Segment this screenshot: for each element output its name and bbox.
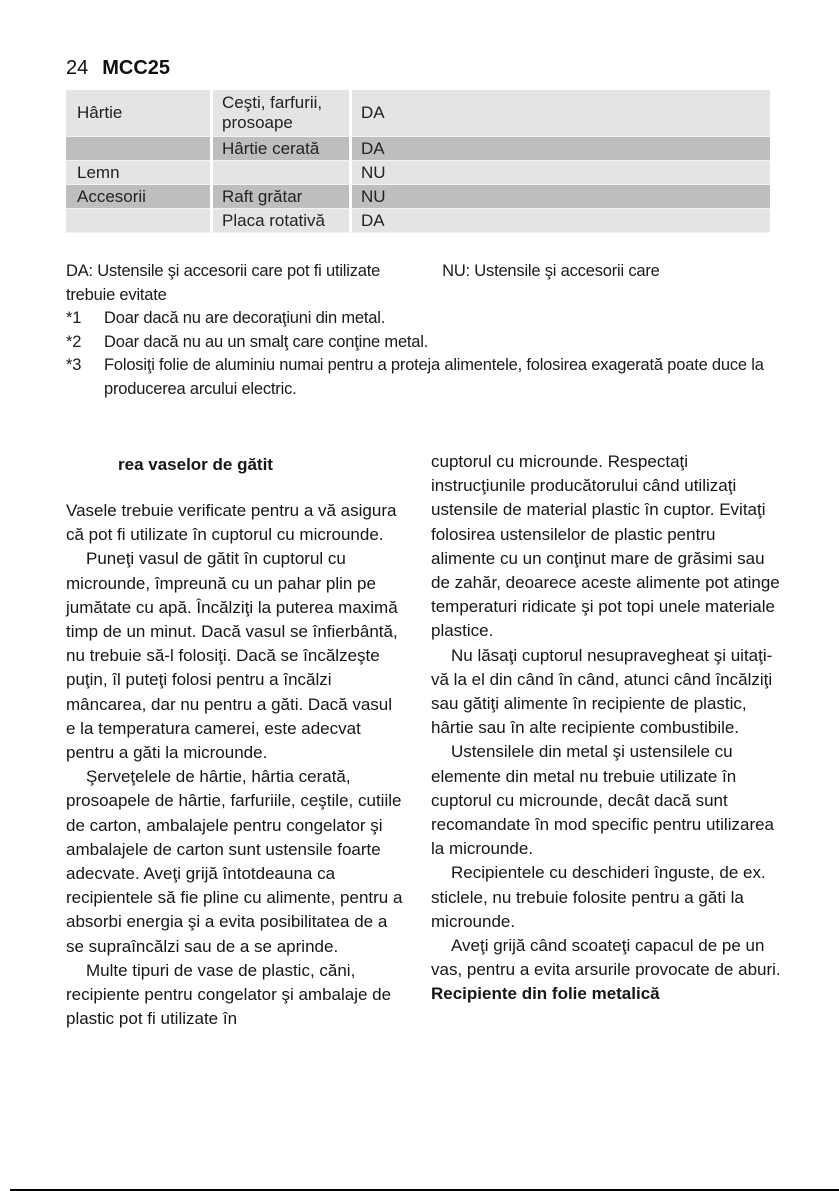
footnote (66, 354, 786, 401)
left-column (66, 450, 406, 1031)
legend-da: DA: Ustensile şi accesorii care pot fi utilizate (66, 262, 381, 280)
material-cell: Hârtie (66, 90, 213, 137)
right-column (431, 450, 781, 1007)
footnote (66, 331, 786, 355)
paragraph: Multe tipuri de vase de plastic, căni, recipiente pentru congelator şi ambalaje de plastic pot fi utilizate în (66, 960, 392, 1029)
footnote-text: Folosiţi folie de aluminiu numai pentru a proteja alimentele, folosirea exagerată poate duce la producerea arcului electric. (104, 356, 764, 398)
footnote-text: Doar dacă nu au un smalţ care conţine metal. (104, 332, 429, 351)
value-cell: DA (352, 90, 770, 137)
material-cell (66, 137, 213, 161)
sub-heading: Recipiente din folie metalică (431, 984, 660, 1004)
page-header (66, 56, 170, 80)
footnote-mark: *3 (66, 356, 82, 374)
model-name: MCC25 (102, 57, 171, 79)
paragraph: Recipientele cu deschideri înguste, de ex. sticlele, nu trebuie folosite pentru a găti la microunde. (431, 863, 766, 931)
compatibility-table (66, 90, 770, 233)
table-legend (66, 260, 786, 401)
paragraph: Aveţi grijă când scoateţi capacul de pe un vas, pentru a evita arsurile provocate de aburi. (431, 936, 781, 980)
table-row (66, 90, 770, 137)
footnote-mark: *1 (66, 309, 82, 327)
value-cell: DA (352, 137, 770, 161)
paragraph: cuptorul cu microunde. Respectaţi instrucţiunile producătorului când utilizaţi ustensile de material plastic în cuptor. Evitaţi folosirea ustensilelor de plastic pentru alimente cu un conţinut mare de grăsimi sau de zahăr, deoarece aceste alimente pot atinge temperaturi ridicate şi pot topi unele materiale plastice. (431, 452, 780, 641)
value-cell: NU (352, 161, 770, 185)
table-row (66, 209, 770, 233)
footnote-text: Doar dacă nu are decoraţiuni din metal. (104, 309, 386, 327)
material-cell: Lemn (66, 161, 213, 185)
item-cell: Raft grătar (213, 185, 352, 209)
paragraph: Vasele trebuie verificate pentru a vă asigura că pot fi utilizate în cuptorul cu microunde. (66, 501, 397, 545)
table-row (66, 185, 770, 209)
table-row (66, 137, 770, 161)
page-number: 24 (66, 57, 89, 79)
footnote-mark: *2 (66, 332, 82, 351)
paragraph: Nu lăsaţi cuptorul nesupravegheat şi uitaţi-vă la el din când în când, atunci când încălziţi sau gătiţi alimente în recipiente de plastic, hârtie sau în alte recipiente combustibile. (431, 645, 773, 738)
section-title: rea vaselor de gătit (118, 455, 273, 474)
material-cell: Accesorii (66, 185, 213, 209)
item-cell (213, 161, 352, 185)
material-cell (66, 209, 213, 233)
legend-nu: NU: Ustensile şi accesorii care (442, 262, 660, 280)
item-cell: Placa rotativă (213, 209, 352, 233)
paragraph: Puneţi vasul de gătit în cuptorul cu microunde, împreună cu un pahar plin pe jumătate cu apă. Încălziţi la puterea maximă timp de un minut. Dacă vasul se înfierbântă, nu trebuie să-l folosiţi. Dacă se încălzeşte puţin, îl puteţi folosi pentru a încălzi mâncarea, dar nu pentru a găti. Dacă vasul e la temperatura camerei, este adecvat pentru a găti la microunde. (66, 549, 398, 763)
footnotes-list (66, 307, 786, 401)
item-cell: Ceşti, farfurii, prosoape (213, 90, 352, 137)
table-row (66, 161, 770, 185)
value-cell: DA (352, 209, 770, 233)
value-cell: NU (352, 185, 770, 209)
item-cell: Hârtie cerată (213, 137, 352, 161)
legend-nu-continuation: trebuie evitate (66, 285, 167, 304)
paragraph: Şerveţelele de hârtie, hârtia cerată, prosoapele de hârtie, farfuriile, ceştile, cutiile de carton, ambalajele pentru congelator şi ambalajele de carton sunt ustensile foarte adecvate. Aveţi grijă întotdeauna ca recipientele să fie pline cu alimente, pentru a absorbi energia şi a evita posibilitatea de a se supraîncălzi sau de a se aprinde. (66, 767, 403, 956)
footnote (66, 307, 786, 331)
paragraph: Ustensilele din metal şi ustensilele cu elemente din metal nu trebuie utilizate în cuptorul cu microunde, decât dacă sunt recomandate în mod specific pentru utilizarea la microunde. (431, 742, 775, 859)
